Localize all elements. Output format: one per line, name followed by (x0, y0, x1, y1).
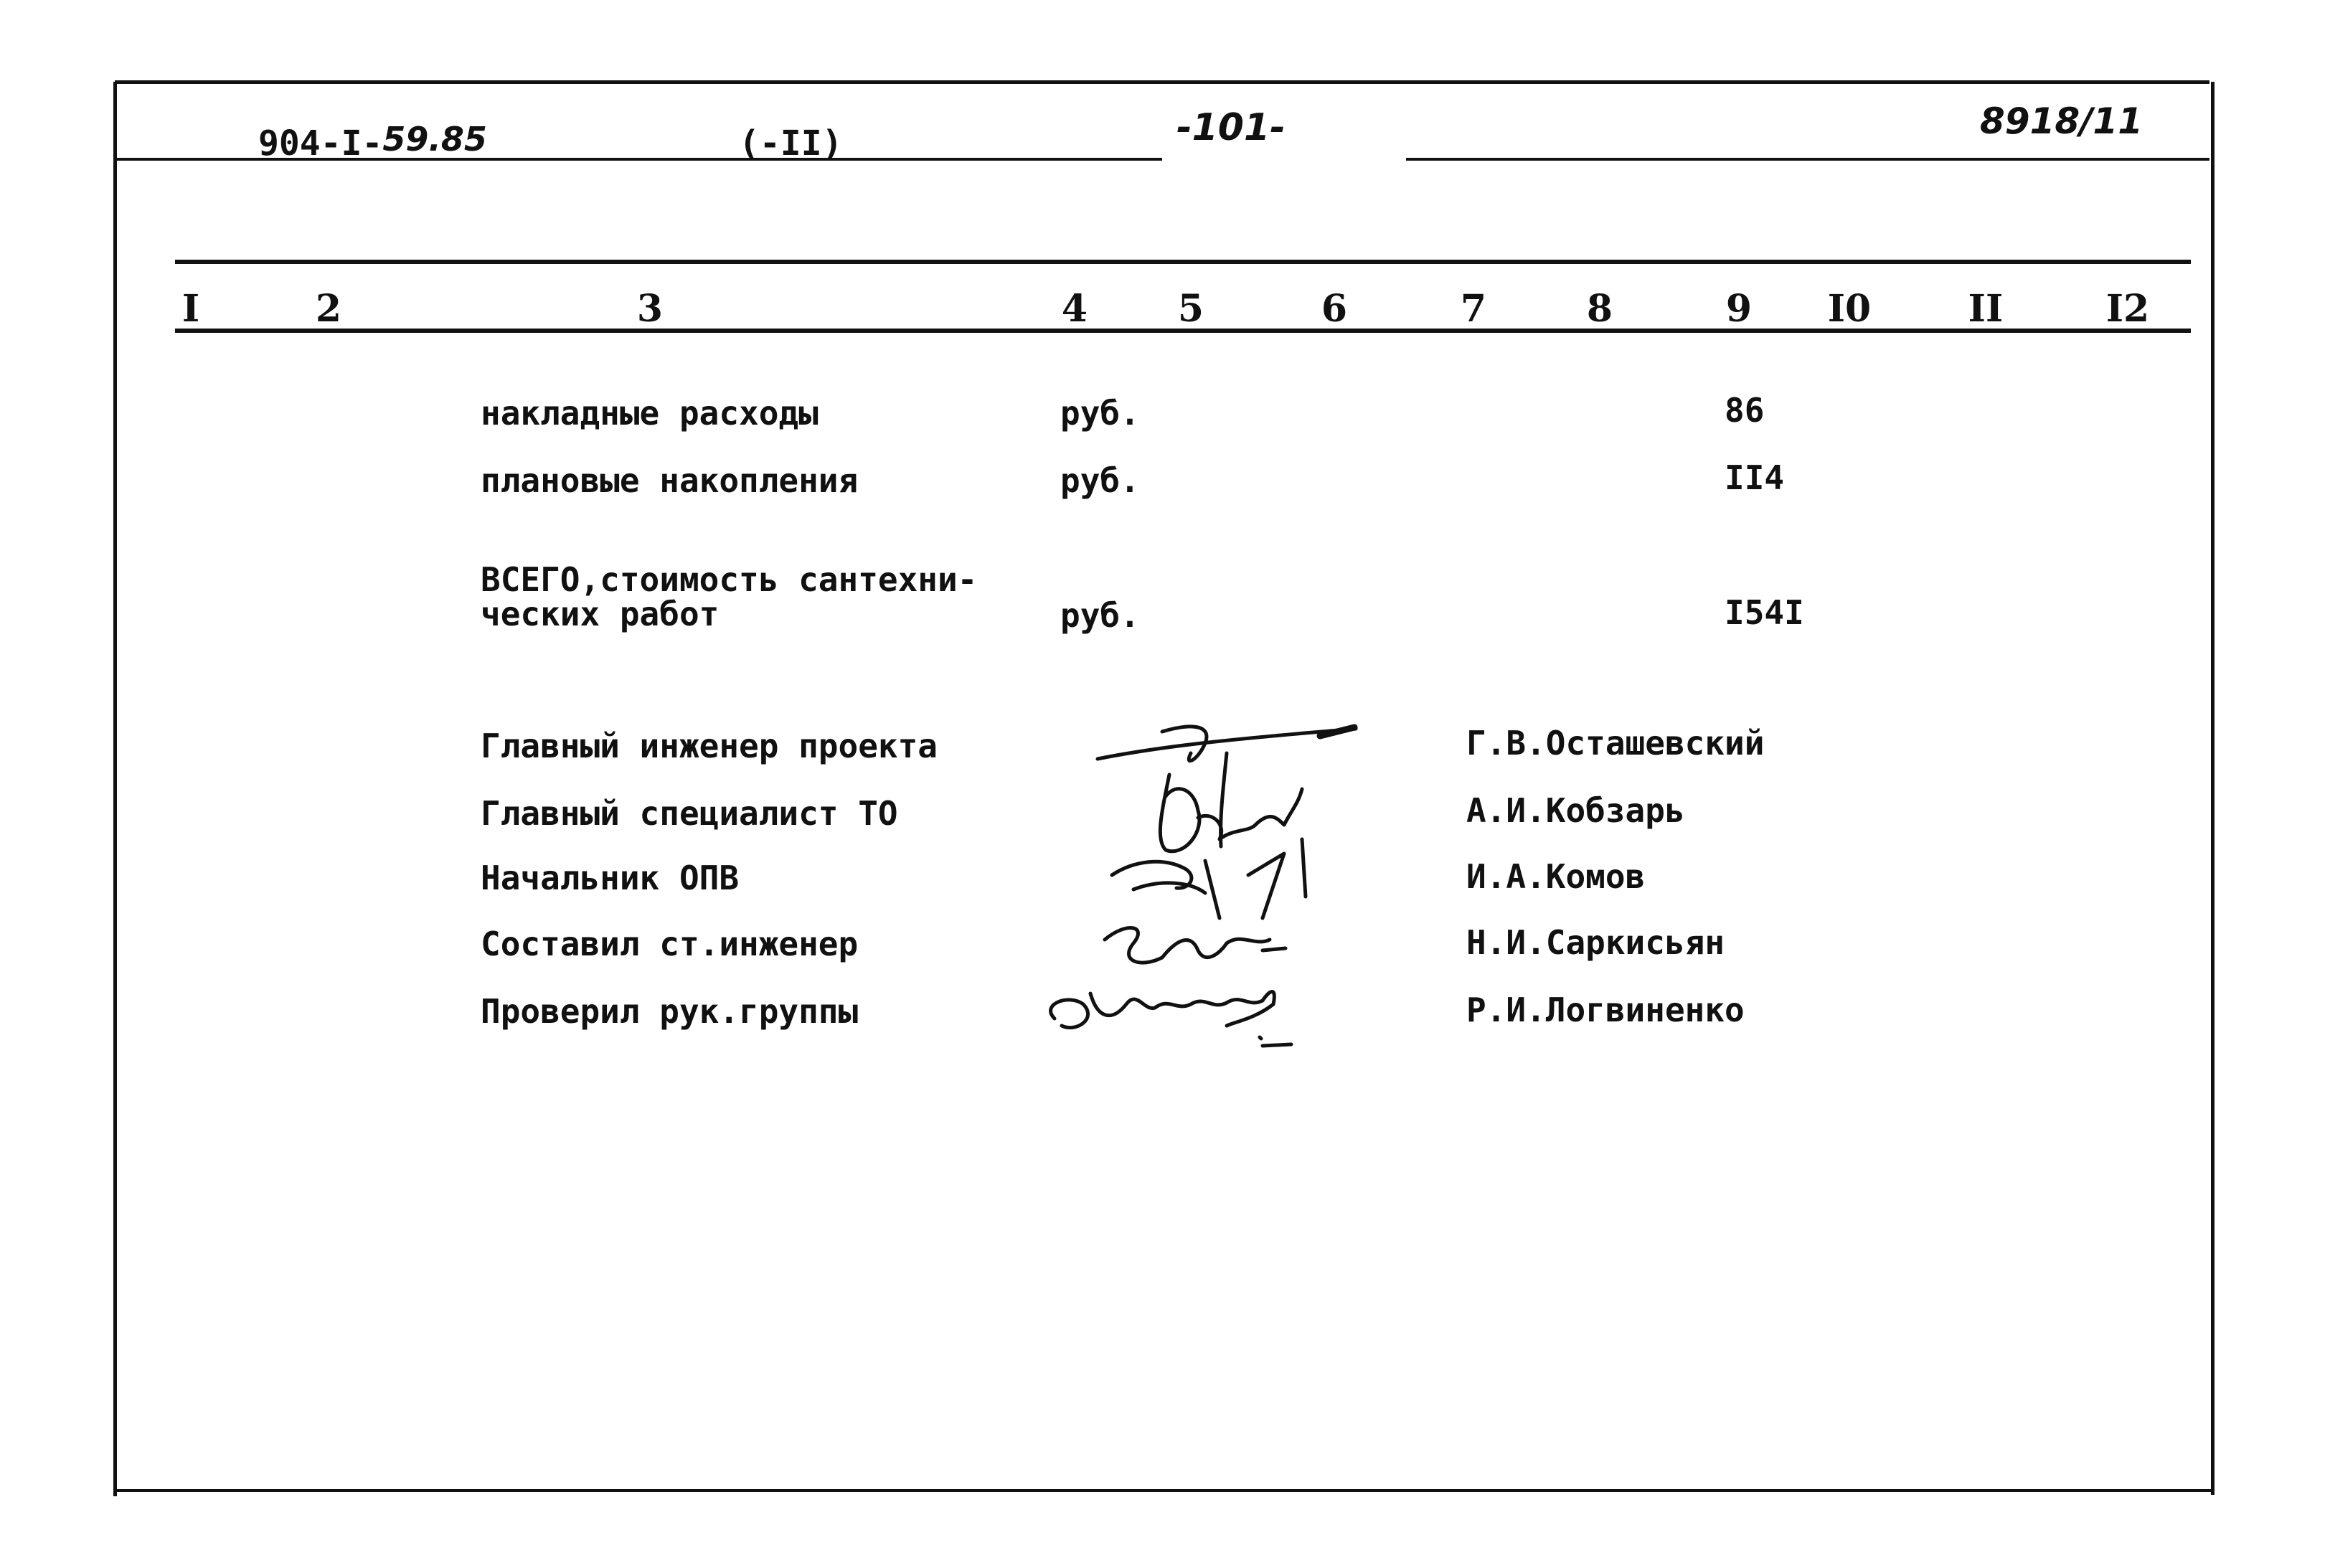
column-number: 2 (315, 287, 342, 331)
row-name: плановые накопления (481, 461, 859, 500)
doc-code-handwritten: 59.85 (382, 120, 487, 159)
doc-code-printed: 904-I- (258, 123, 383, 164)
frame-top-border (115, 80, 2209, 84)
column-number: I (181, 287, 200, 331)
signer-name: Н.И.Саркисьян (1466, 923, 1725, 962)
signer-position: Проверил рук.группы (481, 992, 859, 1031)
handwritten-signatures (1019, 703, 1392, 1076)
row-value: 86 (1725, 391, 1765, 430)
header-underline-right (1406, 158, 2209, 161)
signature-compiler (1105, 928, 1286, 963)
column-number: 3 (636, 287, 664, 331)
doc-part: (-II) (739, 123, 843, 164)
signer-name: А.И.Кобзарь (1466, 791, 1685, 830)
row-value: II4 (1725, 458, 1785, 497)
archive-number: 8918/11 (1980, 100, 2143, 142)
column-number: 6 (1321, 287, 1348, 331)
signer-position: Начальник ОПВ (481, 859, 740, 897)
doc-code (258, 120, 487, 164)
frame-right-border (2211, 82, 2215, 1495)
signer-position: Главный специалист ТО (481, 794, 898, 833)
frame-bottom-border (115, 1489, 2212, 1492)
row-name: ВСЕГО,стоимость сантехни- ческих работ (481, 560, 978, 633)
row-value: I54I (1725, 593, 1804, 632)
signer-name: И.А.Комов (1466, 857, 1646, 896)
column-number: II (1968, 287, 2004, 331)
signer-position: Составил ст.инженер (481, 925, 859, 963)
table-header-rule (175, 329, 2191, 333)
signer-name: Р.И.Логвиненко (1466, 991, 1745, 1029)
column-number: 8 (1586, 287, 1613, 331)
page-number: -101- (1176, 106, 1286, 149)
signature-chief-specialist (1160, 753, 1302, 851)
column-number: 9 (1725, 287, 1753, 331)
signature-group-lead (1051, 992, 1291, 1047)
row-unit: руб. (1060, 461, 1140, 500)
column-number: 5 (1177, 287, 1204, 331)
column-number: 7 (1460, 287, 1487, 331)
table-top-rule (175, 260, 2191, 264)
row-unit: руб. (1060, 596, 1140, 635)
signature-head-opv (1112, 839, 1306, 918)
row-name: накладные расходы (481, 394, 819, 433)
signer-name: Г.В.Осташевский (1466, 724, 1765, 762)
row-unit: руб. (1060, 394, 1140, 433)
column-number: I0 (1827, 287, 1872, 331)
signer-position: Главный инженер проекта (481, 727, 938, 765)
column-number: I2 (2105, 287, 2150, 331)
frame-left-border (113, 82, 117, 1496)
column-number: 4 (1061, 287, 1088, 331)
